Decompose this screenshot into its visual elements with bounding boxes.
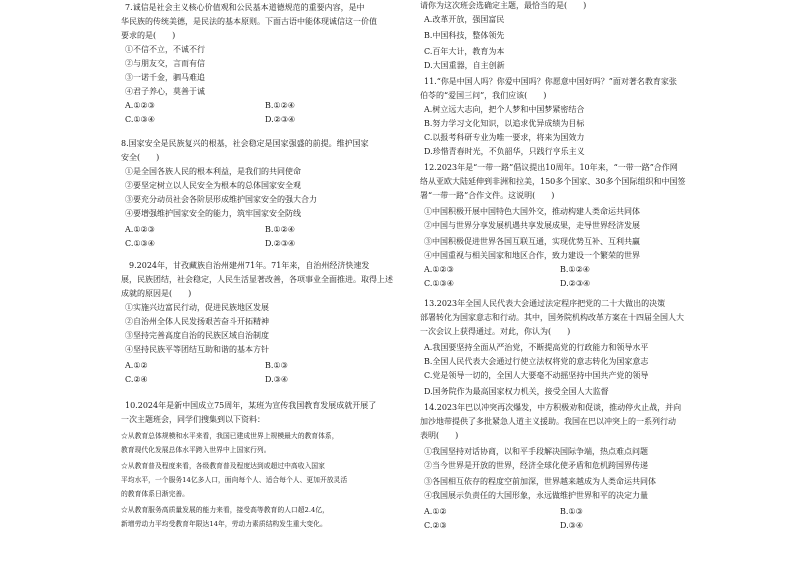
q14-option-c[interactable]: C.②③ [424,521,447,530]
q9-option-c[interactable]: C.②④ [125,375,148,384]
q12-stem-line-3: 署“一带一路”合作文件。这说明( ) [420,191,555,200]
q7-option-c[interactable]: C.①③④ [125,115,155,124]
q14-item-2: ②当今世界是开放的世界，经济全球化使矛盾和危机跨国界传递 [424,461,648,470]
q9-option-d[interactable]: D.③④ [265,375,289,384]
q9-item-1: ①实施兴边富民行动，促进民族地区发展 [125,303,269,312]
q10-material-2: 教育现代化发展总体水平跨入世界中上国家行列。 [121,446,271,454]
q14-option-d[interactable]: D.③④ [560,521,584,530]
q8-item-1: ①是全国各族人民的根本利益，是我们的共同使命 [125,167,301,176]
q12-item-2: ②中国与世界分享发展机遇共享发展成果，走导世界经济发展 [424,221,640,230]
q10-material-5: 的教育体系日渐完善。 [121,490,189,498]
q7-item-1: ①不信不立，不诚不行 [125,45,205,54]
q10-material-3: ☆从教育普及程度来看，各级教育普及程度达到或超过中高收入国家 [121,462,325,470]
q7-option-a[interactable]: A.①②③ [125,101,155,110]
q10-question-line: 请你为这次班会选确定主题，最恰当的是( ) [420,1,587,10]
q7-item-2: ②与朋友交，言而有信 [125,59,205,68]
q10-material-4: 平均水平，一个服务14亿多人口，面向每个人、适合每个人、更加开放灵活 [121,476,348,484]
q9-item-4: ④坚持民族平等团结互助和谐的基本方针 [125,345,269,354]
q13-stem-line-2: 部署转化为国家意志和行动。其中，国务院机构改革方案在十四届全国人大 [420,313,684,322]
q9-stem-line-1: 9.2024年，甘孜藏族自治州建州71年。71年来，自治州经济快速发 [129,261,370,270]
q13-stem-line-1: 13.2023年全国人民代表大会通过法定程序把党的二十大做出的决策 [424,299,666,308]
q14-item-3: ③各国相互依存的程度空前加深，世界越来越成为人类命运共同体 [424,477,656,486]
q7-option-d[interactable]: D.②③④ [265,115,296,124]
q10-stem-line-1: 10.2024年是新中国成立75周年，某班为宣传我国教育发展成就开展了 [125,401,377,410]
q10-option-c[interactable]: C.百年大计，教育为本 [424,47,505,56]
q8-item-3: ③要充分动员社会各阶层形成维护国家安全的强大合力 [125,195,317,204]
q10-option-b[interactable]: B.中国科技，整体领先 [424,31,505,40]
q10-option-d[interactable]: D.大国重器，自主创新 [424,61,505,70]
q14-stem-line-2: 加沙地带提供了多批紧急人道主义援助。我国在巴以冲突上的一系列行动 [420,417,676,426]
q7-item-4: ④君子养心，莫善于诚 [125,87,205,96]
q7-stem-line-3: 要求的是( ) [121,31,176,40]
q11-stem-line-2: 伯苓的“爱国三问”，我们应该( ) [420,91,547,100]
q12-option-c[interactable]: C.①③④ [424,279,454,288]
q10-material-7: 新增劳动力平均受教育年限达14年，劳动力素质结构发生重大变化。 [121,520,327,528]
q11-stem-line-1: 11.“你是中国人吗？你爱中国吗？你愿意中国好吗？”面对著名教育家张 [424,77,677,86]
q11-option-b[interactable]: B.努力学习文化知识，以追求优异成绩为目标 [424,119,585,128]
q9-stem-line-3: 成就的原因是( ) [121,289,192,298]
q9-item-2: ②自治州全体人民发扬艰苦奋斗开拓精神 [125,317,269,326]
q8-option-d[interactable]: D.②③④ [265,239,296,248]
q9-item-3: ③坚持完善高度自治的民族区域自治制度 [125,331,269,340]
q13-stem-line-3: 一次会议上获得通过。对此，你认为( ) [420,327,571,336]
q12-item-3: ③中国积极促进世界各国互联互通，实现优势互补、互利共赢 [424,237,640,246]
q10-option-a[interactable]: A.改革开放，强国富民 [424,15,505,24]
q11-option-d[interactable]: D.珍惜青春时光，不负韶华，只践行亨乐主义 [424,147,585,156]
q14-option-a[interactable]: A.①② [424,507,447,516]
q14-stem-line-1: 14.2023年巴以冲突再次爆发，中方积极劝和促谈，推动停火止战，并向 [424,403,682,412]
q9-option-b[interactable]: B.①③ [265,361,288,370]
q12-stem-line-1: 12.2023年是“一带一路”倡议提出10周年。10年来，“一带一路”合作网 [424,163,678,172]
q8-item-4: ④要增强维护国家安全的能力，筑牢国家安全防线 [125,209,301,218]
q7-stem-line-2: 华民族的传统美德，是民法的基本原则。下面古语中能体现诚信这一价值 [121,17,377,26]
q10-material-1: ☆从教育总体规模和水平来看，我国已建成世界上规模最大的教育体系， [121,432,339,440]
q12-option-a[interactable]: A.①②③ [424,265,454,274]
q8-item-2: ②要坚定树立以人民安全为根本的总体国家安全观 [125,181,301,190]
q13-option-d[interactable]: D.国务院作为最高国家权力机关，接受全国人大监督 [424,387,609,396]
q14-stem-line-3: 表明( ) [420,431,459,440]
q8-option-b[interactable]: B.①②④ [265,225,295,234]
q12-option-d[interactable]: D.②③④ [560,279,591,288]
q8-stem-line-2: 安全( ) [121,153,160,162]
q13-option-a[interactable]: A.我国要坚持全面从严治党，不断提高党的行政能力和领导水平 [424,343,649,352]
q9-option-a[interactable]: A.①② [125,361,148,370]
q7-stem-line-1: 7.诚信是社会主义核心价值观和公民基本道德规范的重要内容，是中 [125,3,365,12]
q8-option-a[interactable]: A.①②③ [125,225,155,234]
q14-item-4: ④我国展示负责任的大国形象，永远做维护世界和平的决定力量 [424,491,648,500]
q7-item-3: ③一诺千金，驷马难追 [125,73,205,82]
q8-option-c[interactable]: C.①③④ [125,239,155,248]
q7-option-b[interactable]: B.①②④ [265,101,295,110]
q8-stem-line-1: 8.国家安全是民族复兴的根基，社会稳定是国家强盛的前提。维护国家 [121,139,369,148]
q10-material-6: ☆从教育服务高质量发展的能力来看，接受高等教育的人口超2.4亿， [121,506,329,514]
q14-option-b[interactable]: B.①③ [560,507,583,516]
q13-option-b[interactable]: B.全国人民代表大会通过行使立法权将党的意志转化为国家意志 [424,357,649,366]
q12-stem-line-2: 络从亚欧大陆延伸到非洲和拉美，150多个国家、30多个国际组织和中国签 [420,177,686,186]
q12-option-b[interactable]: B.①②④ [560,265,590,274]
q12-item-1: ①中国积极开展中国特色大国外交，推动构建人类命运共同体 [424,207,640,216]
q10-stem-line-2: 一次主题班会，同学们搜集到以下资料： [121,415,265,424]
q9-stem-line-2: 展，民族团结，社会稳定，人民生活显著改善，各项事业全面推进。取得上述 [121,275,393,284]
q12-item-4: ④中国重视与相关国家和地区合作，致力建设一个繁荣的世界 [424,251,640,260]
q13-option-c[interactable]: C.党是领导一切的，全国人大要毫不动摇坚持中国共产党的领导 [424,371,649,380]
q14-item-1: ①我国坚持对话协商，以和平手段解决国际争端，热点难点问题 [424,447,648,456]
q11-option-a[interactable]: A.树立远大志向，把个人梦和中国梦紧密结合 [424,105,585,114]
q11-option-c[interactable]: C.以报考科研专业为唯一要求，将来为国效力 [424,133,585,142]
